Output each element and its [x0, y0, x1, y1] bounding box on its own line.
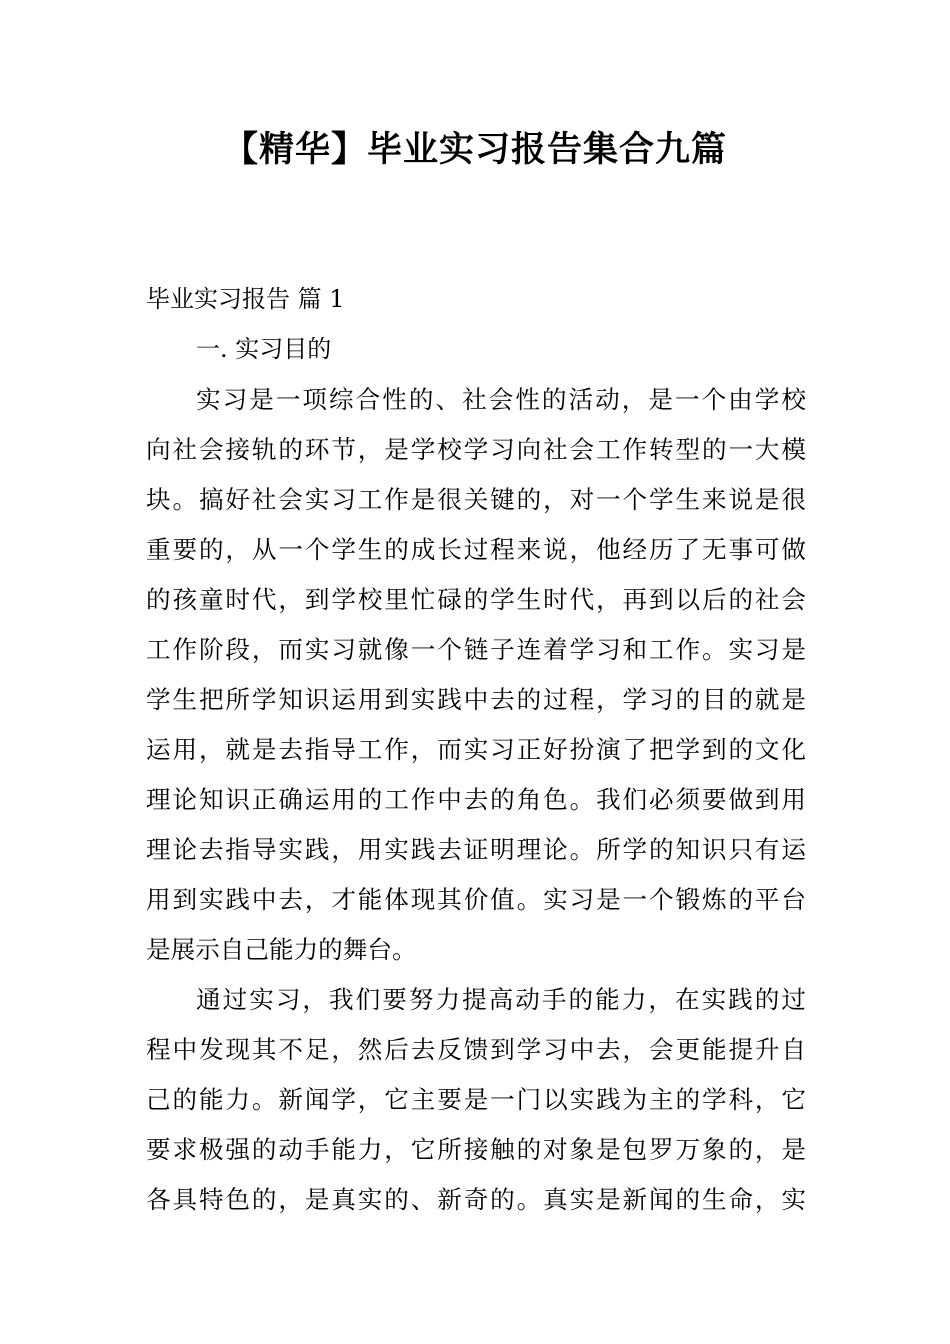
document-title: 【精华】毕业实习报告集合九篇: [222, 130, 727, 170]
paragraph-line: 用到实践中去，才能体现其价值。实习是一个锻炼的平台: [146, 885, 806, 914]
paragraph-line: 各具特色的，是真实的、新奇的。真实是新闻的生命，实: [146, 1185, 806, 1214]
paragraph-line: 程中发现其不足，然后去反馈到学习中去，会更能提升自: [146, 1035, 806, 1064]
paragraph-line: 通过实习，我们要努力提高动手的能力，在实践的过: [196, 985, 806, 1014]
paragraph-line: 实习是一项综合性的、社会性的活动，是一个由学校: [196, 385, 806, 414]
paragraph-line: 是展示自己能力的舞台。: [146, 935, 417, 964]
paragraph-line: 块。搞好社会实习工作是很关键的，对一个学生来说是很: [146, 485, 806, 514]
section-heading: 毕业实习报告 篇 1: [146, 285, 345, 313]
paragraph-2: [146, 975, 806, 1225]
paragraph-line: 的孩童时代，到学校里忙碌的学生时代，再到以后的社会: [146, 585, 806, 614]
paragraph-1: [146, 375, 806, 975]
paragraph-line: 工作阶段，而实习就像一个链子连着学习和工作。实习是: [146, 635, 806, 664]
sub-heading: 一. 实习目的: [196, 335, 332, 363]
paragraph-line: 向社会接轨的环节，是学校学习向社会工作转型的一大模: [146, 435, 806, 464]
paragraph-line: 运用，就是去指导工作，而实习正好扮演了把学到的文化: [146, 735, 806, 764]
paragraph-line: 重要的，从一个学生的成长过程来说，他经历了无事可做: [146, 535, 806, 564]
paragraph-line: 学生把所学知识运用到实践中去的过程，学习的目的就是: [146, 685, 806, 714]
paragraph-line: 理论去指导实践，用实践去证明理论。所学的知识只有运: [146, 835, 806, 864]
paragraph-line: 理论知识正确运用的工作中去的角色。我们必须要做到用: [146, 785, 806, 814]
paragraph-line: 要求极强的动手能力，它所接触的对象是包罗万象的，是: [146, 1135, 806, 1164]
paragraph-line: 己的能力。新闻学，它主要是一门以实践为主的学科，它: [146, 1085, 806, 1114]
